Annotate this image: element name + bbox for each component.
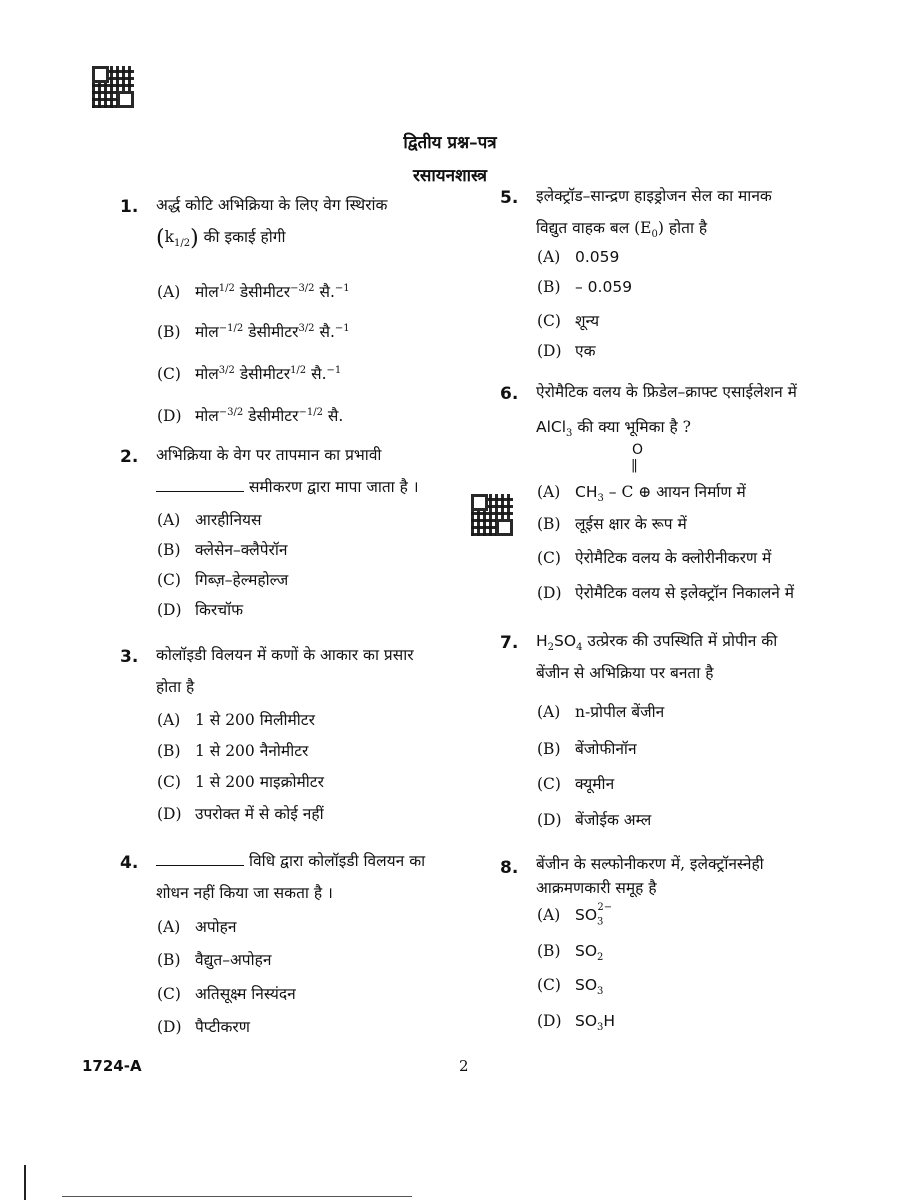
question-text: विद्युत वाहक बल $(E_0)$ होता है	[536, 219, 708, 241]
question-number: 8.	[500, 858, 519, 878]
option: (C) अतिसूक्ष्म निस्यंदन	[157, 985, 296, 1003]
option: (C) ऐरोमैटिक वलय के क्लोरीनीकरण में	[537, 549, 772, 567]
paper-code: 1724-A	[82, 1057, 142, 1075]
option: (B) $SO_2$	[537, 942, 604, 964]
option: (D) उपरोक्त में से कोई नहीं	[157, 805, 324, 823]
option: (B) वैद्युत–अपोहन	[157, 951, 272, 969]
option: (A) $CH_3$ – C ⊕ आयन निर्माण में	[537, 483, 746, 505]
option: (A) $SO_3^{2-}$	[537, 902, 613, 928]
option: (D) एक	[537, 342, 596, 360]
option: (A) 0.059	[537, 248, 620, 266]
option: (D) ऐरोमैटिक वलय से इलेक्ट्रॉन निकालने में	[537, 584, 795, 602]
option: (B) मोल$^{-1/2}$ डेसीमीटर$^{3/2}$ सै.$^{-1}$	[157, 322, 350, 341]
question-text: शोधन नहीं किया जा सकता है ।	[156, 884, 333, 902]
option: (A) आरहीनियस	[157, 511, 262, 529]
option: (D) किरचॉफ	[157, 601, 244, 619]
option: (B) 1 से 200 नैनोमीटर	[157, 742, 309, 760]
question-text: कोलॉइडी विलयन में कणों के आकार का प्रसार	[156, 646, 414, 664]
fill-blank	[156, 477, 244, 492]
question-text: अर्द्ध कोटि अभिक्रिया के लिए वेग स्थिरांक	[156, 196, 388, 214]
carbonyl-oxygen: O	[632, 442, 644, 458]
option: (A) 1 से 200 मिलीमीटर	[157, 711, 315, 729]
option: (D) बेंजोईक अम्ल	[537, 811, 652, 829]
fill-blank	[156, 851, 244, 866]
option: (B) लूईस क्षार के रूप में	[537, 515, 687, 533]
question-text: ऐरोमैटिक वलय के फ्रिडेल–क्राफ्ट एसाईलेशन में	[536, 383, 797, 401]
question-number: 1.	[120, 197, 139, 217]
question-number: 5.	[500, 188, 519, 208]
question-text: $H_2SO_4$ उत्प्रेरक की उपस्थिति में प्रोपीन की	[536, 632, 778, 654]
question-text: AlCl$_3$ की क्या भूमिका है ?	[536, 418, 691, 440]
scan-edge-line	[62, 1196, 412, 1197]
qr-code-icon	[92, 66, 134, 108]
option: (B) बेंजोफीनॉन	[537, 740, 637, 758]
scan-edge-line	[24, 1165, 26, 1200]
option: (C) शून्य	[537, 312, 600, 330]
question-number: 4.	[120, 853, 139, 873]
page-number: 2	[459, 1057, 469, 1075]
option: (C) मोल$^{3/2}$ डेसीमीटर$^{1/2}$ सै.$^{-1}$	[157, 364, 342, 383]
question-text: होता है	[156, 678, 195, 696]
question-number: 3.	[120, 647, 139, 667]
question-number: 2.	[120, 447, 139, 467]
question-text: $(k_{1/2})$ की इकाई होगी	[156, 222, 286, 259]
rate-constant-symbol: (	[156, 225, 165, 251]
option: (D) पैप्टीकरण	[157, 1018, 250, 1036]
option: (A) मोल$^{1/2}$ डेसीमीटर$^{-3/2}$ सै.$^{-1}$	[157, 282, 350, 301]
question-text: समीकरण द्वारा मापा जाता है ।	[156, 472, 419, 503]
option: (C) क्यूमीन	[537, 775, 615, 793]
option: (C) $SO_3$	[537, 976, 604, 998]
option: (C) 1 से 200 माइक्रोमीटर	[157, 773, 324, 791]
option: (D) $SO_3H$	[537, 1012, 616, 1034]
option: (C) गिब्ज़–हेल्महोल्ज	[157, 571, 289, 589]
option: (B) – 0.059	[537, 278, 633, 296]
question-text: इलेक्ट्रॉड–सान्द्रण हाइड्रोजन सेल का मानक	[536, 187, 772, 205]
page-title: द्वितीय प्रश्न–पत्र	[403, 133, 497, 153]
page-subtitle: रसायनशास्त्र	[412, 166, 488, 186]
carbonyl-double-bond: ||	[631, 458, 636, 473]
question-text: बेंजीन से अभिक्रिया पर बनता है	[536, 664, 714, 682]
option: (D) मोल$^{-3/2}$ डेसीमीटर$^{-1/2}$ सै.	[157, 406, 344, 425]
question-text: अभिक्रिया के वेग पर तापमान का प्रभावी	[156, 446, 382, 464]
option: (A) n-प्रोपील बेंजीन	[537, 703, 665, 721]
question-text: बेंजीन के सल्फोनीकरण में, इलेक्ट्रॉनस्नेही	[536, 855, 764, 873]
question-text: विधि द्वारा कोलॉइडी विलयन का	[156, 846, 425, 877]
question-text: आक्रमणकारी समूह है	[536, 879, 657, 897]
question-number: 7.	[500, 633, 519, 653]
qr-code-icon	[471, 494, 513, 536]
option: (A) अपोहन	[157, 918, 237, 936]
question-number: 6.	[500, 384, 519, 404]
option: (B) क्लेसेन–क्लैपेरॉन	[157, 541, 288, 559]
